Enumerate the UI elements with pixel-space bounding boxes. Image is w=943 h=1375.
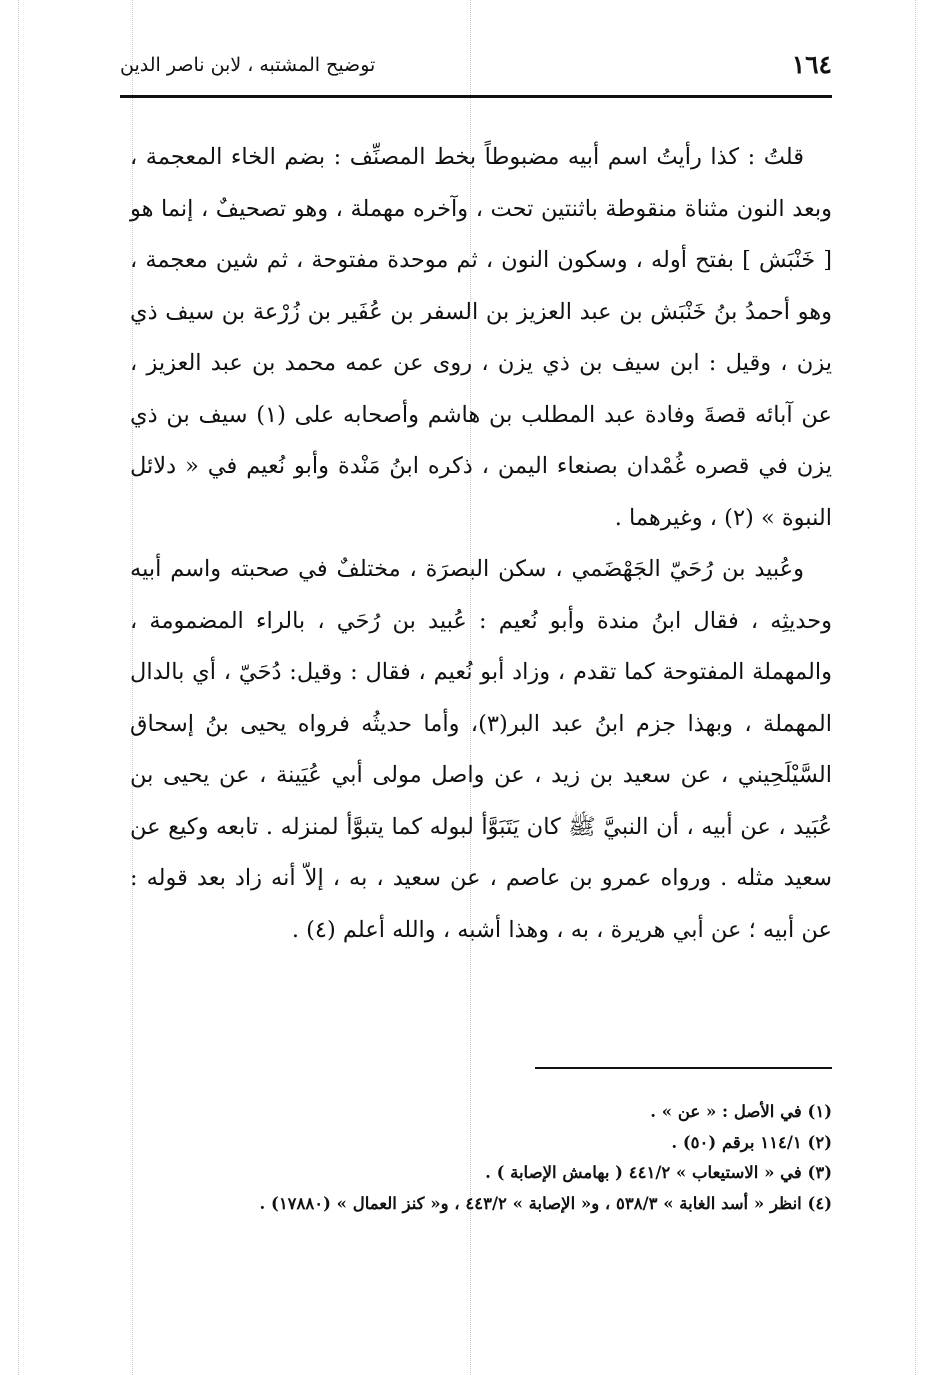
scan-guide-line bbox=[18, 0, 19, 1375]
paragraph bbox=[130, 132, 832, 544]
scan-guide-line bbox=[915, 0, 916, 1375]
page-number: ١٦٤ bbox=[791, 50, 832, 79]
footnotes bbox=[120, 1097, 832, 1219]
main-text bbox=[130, 132, 832, 956]
page-header bbox=[120, 50, 832, 98]
header-rule bbox=[120, 95, 832, 98]
paragraph-text: وعُبيد بن رُحَيّ الجَهْضَمي ، سكن البصرَة ، مختلفٌ في صحبته واسم أبيه وحديثِه ، فقال ابنُ مندة وأبو نُعيم : عُبيد بن رُحَي ، بالراء المضمومة ، والمهملة المفتوحة كما تقدم ، وزاد أبو نُعيم ، فقال : وقيل: دُحَيّ ، أي بالدال المهملة ، وبهذا جزم ابنُ عبد البر(٣)، وأما حديثُه فرواه يحيى بنُ إسحاق السَّيْلَحِيني ، عن سعيد بن زيد ، عن واصل مولى أبي عُيَينة ، عن يحيى بن عُبَيد ، عن أبيه ، أن النبيَّ ﷺ كان يَتَبَوَّأ لبوله كما يتبوَّأ لمنزله . تابعه وكيع عن سعيد مثله . ورواه عمرو بن عاصم ، عن سعيد ، به ، إلاّ أنه زاد بعد قوله : عن أبيه ؛ عن أبي هريرة ، به ، وهذا أشبه ، والله أعلم (٤) . bbox=[130, 556, 833, 943]
footnote: (١) في الأصل : « عن » . bbox=[650, 1102, 832, 1121]
footnote: (٢) ١١٤/١ برقم (٥٠) . bbox=[671, 1132, 832, 1152]
footnote: (٤) انظر « أسد الغابة » ٥٣٨/٣ ، و« الإصابة » ٤٤٣/٢ ، و« كنز العمال » (١٧٨٨٠) . bbox=[259, 1193, 832, 1213]
footnote: (٣) في « الاستيعاب » ٤٤١/٢ ( بهامش الإصابة ) . bbox=[485, 1163, 832, 1182]
paragraph bbox=[130, 544, 832, 956]
paragraph-text: قلتُ : كذا رأيتُ اسم أبيه مضبوطاً بخط المصنِّف : بضم الخاء المعجمة ، وبعد النون مثناة منقوطة باثنتين تحت ، وآخره مهملة ، وهو تصحيفٌ ، إنما هو [ خَنْبَش ] بفتح أوله ، وسكون النون ، ثم موحدة مفتوحة ، ثم شين معجمة ، وهو أحمدُ بنُ خَنْبَش بن عبد العزيز بن السفر بن عُفَير بن زُرْعة بن سيف ذي يزن ، وقيل : ابن سيف بن ذي يزن ، روى عن عمه محمد بن عبد العزيز ، عن آبائه قصةَ وفادة عبد المطلب بن هاشم وأصحابه على (١) سيف بن ذي يزن في قصره غُمْدان بصنعاء اليمن ، ذكره ابنُ مَنْدة وأبو نُعيم في « دلائل النبوة » (٢) ، وغيرهما . bbox=[130, 144, 832, 531]
footnote-separator bbox=[535, 1067, 832, 1069]
running-title: توضيح المشتبه ، لابن ناصر الدين bbox=[120, 54, 376, 76]
